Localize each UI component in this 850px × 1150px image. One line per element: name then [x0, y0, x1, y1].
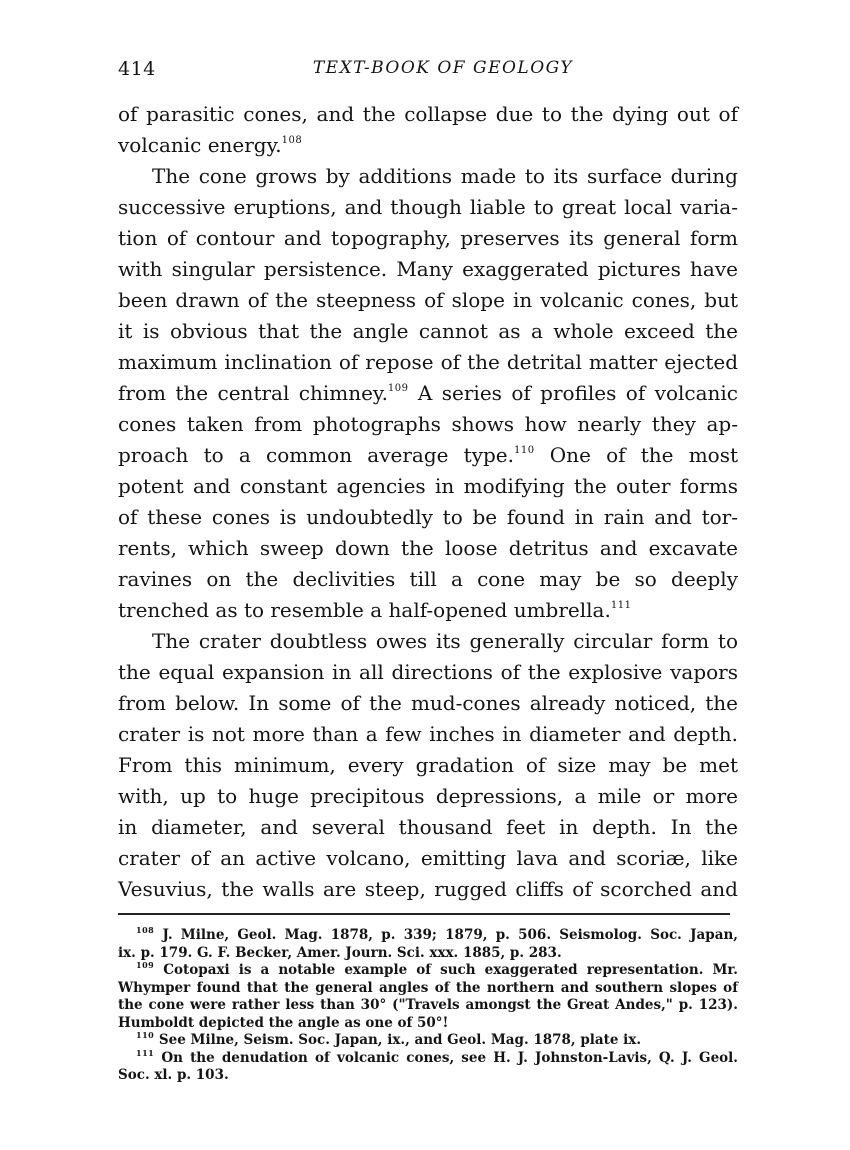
- footnote-reference: 111: [610, 600, 632, 611]
- line-text: See Milne, Seism. Soc. Japan, ix., and Geol. Mag. 1878, plate ix.: [154, 1032, 642, 1048]
- page-number: 414: [118, 58, 156, 80]
- body-line: [118, 874, 738, 905]
- line-text: it is obvious that the angle cannot as a whole exceed the: [118, 319, 738, 343]
- line-text: in diameter, and several thousand feet in depth. In the: [118, 815, 738, 839]
- line-text: rents, which sweep down the loose detritus and excavate: [118, 536, 738, 560]
- line-text: volcanic energy.: [118, 133, 282, 157]
- body-line: [118, 409, 738, 440]
- body-line: [118, 595, 738, 626]
- footnote-line: [118, 927, 738, 945]
- footnote-divider: [118, 913, 730, 915]
- body-line: [118, 223, 738, 254]
- line-text: of parasitic cones, and the collapse due to the dying out of: [118, 102, 738, 126]
- line-text: crater of an active volcano, emitting lava and scoriæ, like: [118, 846, 738, 870]
- line-text: tion of contour and topography, preserves its general form: [118, 226, 738, 250]
- line-text: Cotopaxi is a notable example of such exaggerated representation. Mr.: [154, 962, 738, 978]
- body-line: [118, 99, 738, 130]
- body-line: [118, 781, 738, 812]
- line-text: proach to a common average type.: [118, 443, 514, 467]
- line-text: From this minimum, every gradation of size may be met: [118, 753, 738, 777]
- footnote-reference: 108: [281, 135, 303, 146]
- footnote-line: [118, 1047, 738, 1068]
- line-text: The crater doubtless owes its generally circular form to: [152, 629, 738, 653]
- footnote-number: 111: [136, 1047, 155, 1058]
- body-line: [118, 502, 738, 533]
- line-text: maximum inclination of repose of the detrital matter ejected: [118, 350, 738, 374]
- line-text: ix. p. 179. G. F. Becker, Amer. Journ. Sci. xxx. 1885, p. 283.: [118, 944, 562, 961]
- body-text: [118, 99, 738, 905]
- line-text: Humboldt depicted the angle as one of 50°!: [118, 1014, 449, 1031]
- line-text: Soc. xl. p. 103.: [118, 1067, 229, 1083]
- line-text: trenched as to resemble a half-opened umbrella.: [118, 598, 611, 622]
- body-line: [118, 626, 738, 657]
- footnote-reference: 110: [514, 445, 535, 456]
- footnote-line: [118, 980, 738, 998]
- line-text-continued: A series of profiles of volcanic: [408, 381, 738, 405]
- body-line: [118, 843, 738, 874]
- body-line: [118, 564, 738, 595]
- body-line: [118, 812, 738, 843]
- footnotes: [118, 927, 738, 1085]
- footnote-line: [118, 997, 738, 1015]
- line-text-continued: One of the most: [534, 443, 738, 467]
- body-line: [118, 254, 738, 285]
- line-text: with, up to huge precipitous depressions, a mile or more: [118, 784, 738, 808]
- body-line: [118, 285, 738, 316]
- line-text: potent and constant agencies in modifying the outer forms: [118, 474, 738, 498]
- footnote-number: 109: [136, 960, 155, 970]
- body-line: [118, 688, 738, 719]
- running-title: TEXT-BOOK OF GEOLOGY: [312, 58, 574, 78]
- body-line: [118, 719, 738, 750]
- line-text: crater is not more than a few inches in diameter and depth.: [118, 722, 738, 746]
- body-line: [118, 192, 738, 223]
- footnote-reference: 109: [387, 383, 409, 394]
- footnote-line: [118, 1015, 738, 1033]
- body-line: [118, 657, 738, 688]
- footnote-line: [118, 945, 738, 963]
- line-text: from the central chimney.: [118, 381, 388, 405]
- body-line: [118, 440, 738, 471]
- line-text: J. Milne, Geol. Mag. 1878, p. 339; 1879, p. 506. Seismolog. Soc. Japan,: [154, 927, 738, 943]
- body-line: [118, 533, 738, 564]
- line-text: cones taken from photographs shows how nearly they ap-: [118, 412, 738, 436]
- line-text: ravines on the declivities till a cone may be so deeply: [118, 567, 738, 591]
- line-text: Vesuvius, the walls are steep, rugged cliffs of scorched and: [118, 877, 738, 901]
- footnote-number: 110: [136, 1030, 155, 1040]
- line-text: from below. In some of the mud-cones already noticed, the: [118, 691, 738, 715]
- line-text: been drawn of the steepness of slope in volcanic cones, but: [118, 288, 738, 312]
- body-line: [118, 130, 738, 161]
- body-line: [118, 161, 738, 192]
- body-line: [118, 347, 738, 378]
- footnote-number: 108: [136, 925, 155, 935]
- page-header: [118, 58, 738, 84]
- body-line: [118, 471, 738, 502]
- line-text: successive eruptions, and though liable to great local varia-: [118, 195, 738, 219]
- footnote-line: [118, 1032, 738, 1050]
- line-text: On the denudation of volcanic cones, see H. J. Johnston-Lavis, Q. J. Geol.: [154, 1049, 738, 1066]
- body-line: [118, 750, 738, 781]
- line-text: the cone were rather less than 30° ("Travels amongst the Great Andes," p. 123).: [118, 997, 738, 1013]
- footnote-line: [118, 962, 738, 980]
- body-line: [118, 378, 738, 409]
- line-text: The cone grows by additions made to its surface during: [152, 164, 738, 188]
- line-text: of these cones is undoubtedly to be found in rain and tor-: [118, 505, 738, 529]
- line-text: the equal expansion in all directions of the explosive vapors: [118, 660, 738, 684]
- footnote-line: [118, 1067, 738, 1085]
- line-text: with singular persistence. Many exaggerated pictures have: [118, 257, 738, 281]
- body-line: [118, 316, 738, 347]
- line-text: Whymper found that the general angles of the northern and southern slopes of: [118, 979, 738, 996]
